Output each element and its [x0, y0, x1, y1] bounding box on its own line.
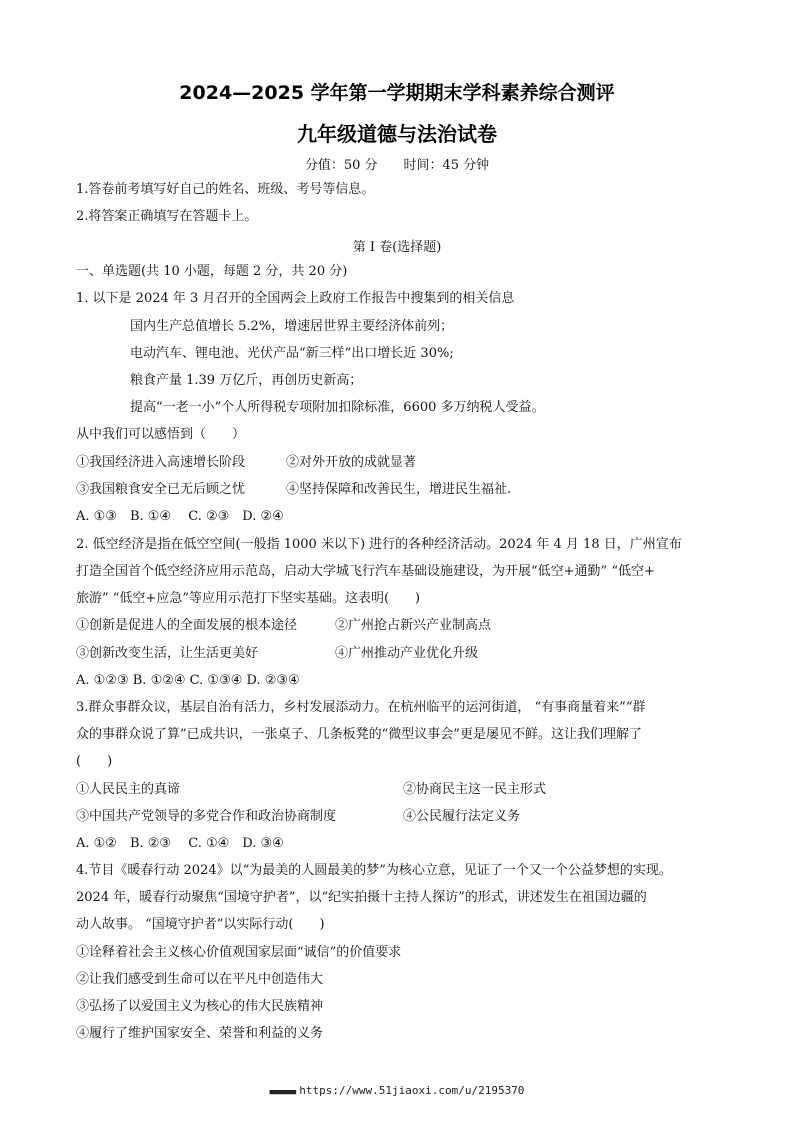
q2-option-3: ③创新改变生活，让生活更美好: [76, 646, 259, 661]
q3-line-2: 众的事群众说了算”已成共识，一张桌子、几条板凳的“微型议事会”更是屡见不鲜。这让我们理解了: [76, 727, 642, 742]
q1-choices: A. ①③ B. ①④ C. ②③ D. ②④: [76, 509, 284, 524]
q3-option-3: ③中国共产党领导的多党合作和政治协商制度: [76, 809, 337, 824]
q1-fact-2: 电动汽车、锂电池、光伏产品“新三样”出口增长近 30%;: [130, 346, 454, 361]
q1-fact-4: 提高“一老一小”个人所得税专项附加扣除标准，6600 多万纳税人受益。: [130, 400, 545, 415]
q4-option-4: ④履行了维护国家安全、荣誉和利益的义务: [76, 1026, 324, 1041]
exam-title: 2024—2025 学年第一学期期末学科素养综合测评: [179, 82, 615, 104]
q4-option-3: ③弘扬了以爱国主义为核心的伟大民族精神: [76, 999, 324, 1014]
q2-line-2: 打造全国首个低空经济应用示范岛，启动大学城飞行汽车基础设施建设，为开展“低空+通勤” “低空+: [76, 564, 655, 579]
exam-meta: 分值：50 分 时间：45 分钟: [304, 158, 490, 173]
q4-option-1: ①诠释着社会主义核心价值观国家层面“诚信”的价值要求: [76, 945, 402, 960]
q2-line-1: 2. 低空经济是指在低空空间(一般指 1000 米以下) 进行的各种经济活动。2024 年 4 月 18 日，广州宣布: [76, 537, 682, 552]
q4-line-3: 动人故事。 “国境守护者”以实际行动( ): [76, 917, 325, 932]
q1-option-2: ②对外开放的成就显著: [286, 455, 417, 470]
q2-option-1: ①创新是促进人的全面发展的根本途径: [76, 618, 298, 633]
q2-choices: A. ①②③ B. ①②④ C. ①③④ D. ②③④: [76, 673, 300, 688]
section-title: 第 I 卷(选择题): [352, 240, 442, 255]
q2-option-2: ②广州抢占新兴产业制高点: [335, 618, 492, 633]
footer-url[interactable]: https://www.51jiaoxi.com/u/2195370: [299, 1084, 525, 1097]
q2-option-4: ④广州推动产业优化升级: [335, 646, 479, 661]
q3-option-4: ④公民履行法定义务: [403, 809, 521, 824]
q1-option-3: ③我国粮食安全已无后顾之忧: [76, 482, 246, 497]
q1-fact-3: 粮食产量 1.39 万亿斤，再创历史新高；: [130, 373, 363, 388]
q1-option-4: ④坚持保障和改善民生，增进民生福祉.: [286, 482, 512, 497]
q4-line-2: 2024 年，暖春行动聚焦“国境守护者”，以“纪实拍摄十主持人探访”的形式，讲述发生在祖国边疆的: [76, 890, 647, 905]
footer-prefix: ■■■■■■■■: [269, 1088, 296, 1096]
q4-line-1: 4.节目《暖春行动 2024》以“为最美的人圆最美的梦”为核心立意，见证了一个又一个公益梦想的实现。: [76, 863, 672, 878]
page-footer: [0, 1084, 794, 1097]
q4-option-2: ②让我们感受到生命可以在平凡中创造伟大: [76, 972, 324, 987]
q3-line-3: ( ): [76, 754, 113, 769]
instruction-1: 1.答卷前考填写好自己的姓名、班级、考号等信息。: [76, 182, 375, 197]
q2-line-3: 旅游” “低空+应急”等应用示范打下坚实基础。这表明( ): [76, 591, 421, 606]
q3-option-2: ②协商民主这一民主形式: [403, 782, 547, 797]
q3-line-1: 3.群众事群众议，基层自治有活力，乡村发展添动力。在杭州临平的运河街道， “有事商量着来”“群: [76, 700, 646, 715]
section-heading: 一、单选题(共 10 小题，每题 2 分，共 20 分): [76, 264, 348, 279]
q3-option-1: ①人民民主的真谛: [76, 782, 181, 797]
q1-prompt: 从中我们可以感悟到（ ）: [76, 427, 246, 442]
instruction-2: 2.将答案正确填写在答题卡上。: [76, 209, 258, 224]
q3-choices: A. ①② B. ②③ C. ①④ D. ③④: [76, 836, 284, 851]
q1-stem: 1. 以下是 2024 年 3 月召开的全国两会上政府工作报告中搜集到的相关信息: [76, 291, 515, 306]
exam-subtitle: 九年级道德与法治试卷: [297, 122, 497, 146]
q1-fact-1: 国内生产总值增长 5.2%，增速居世界主要经济体前列；: [130, 319, 454, 334]
q1-option-1: ①我国经济进入高速增长阶段: [76, 455, 246, 470]
